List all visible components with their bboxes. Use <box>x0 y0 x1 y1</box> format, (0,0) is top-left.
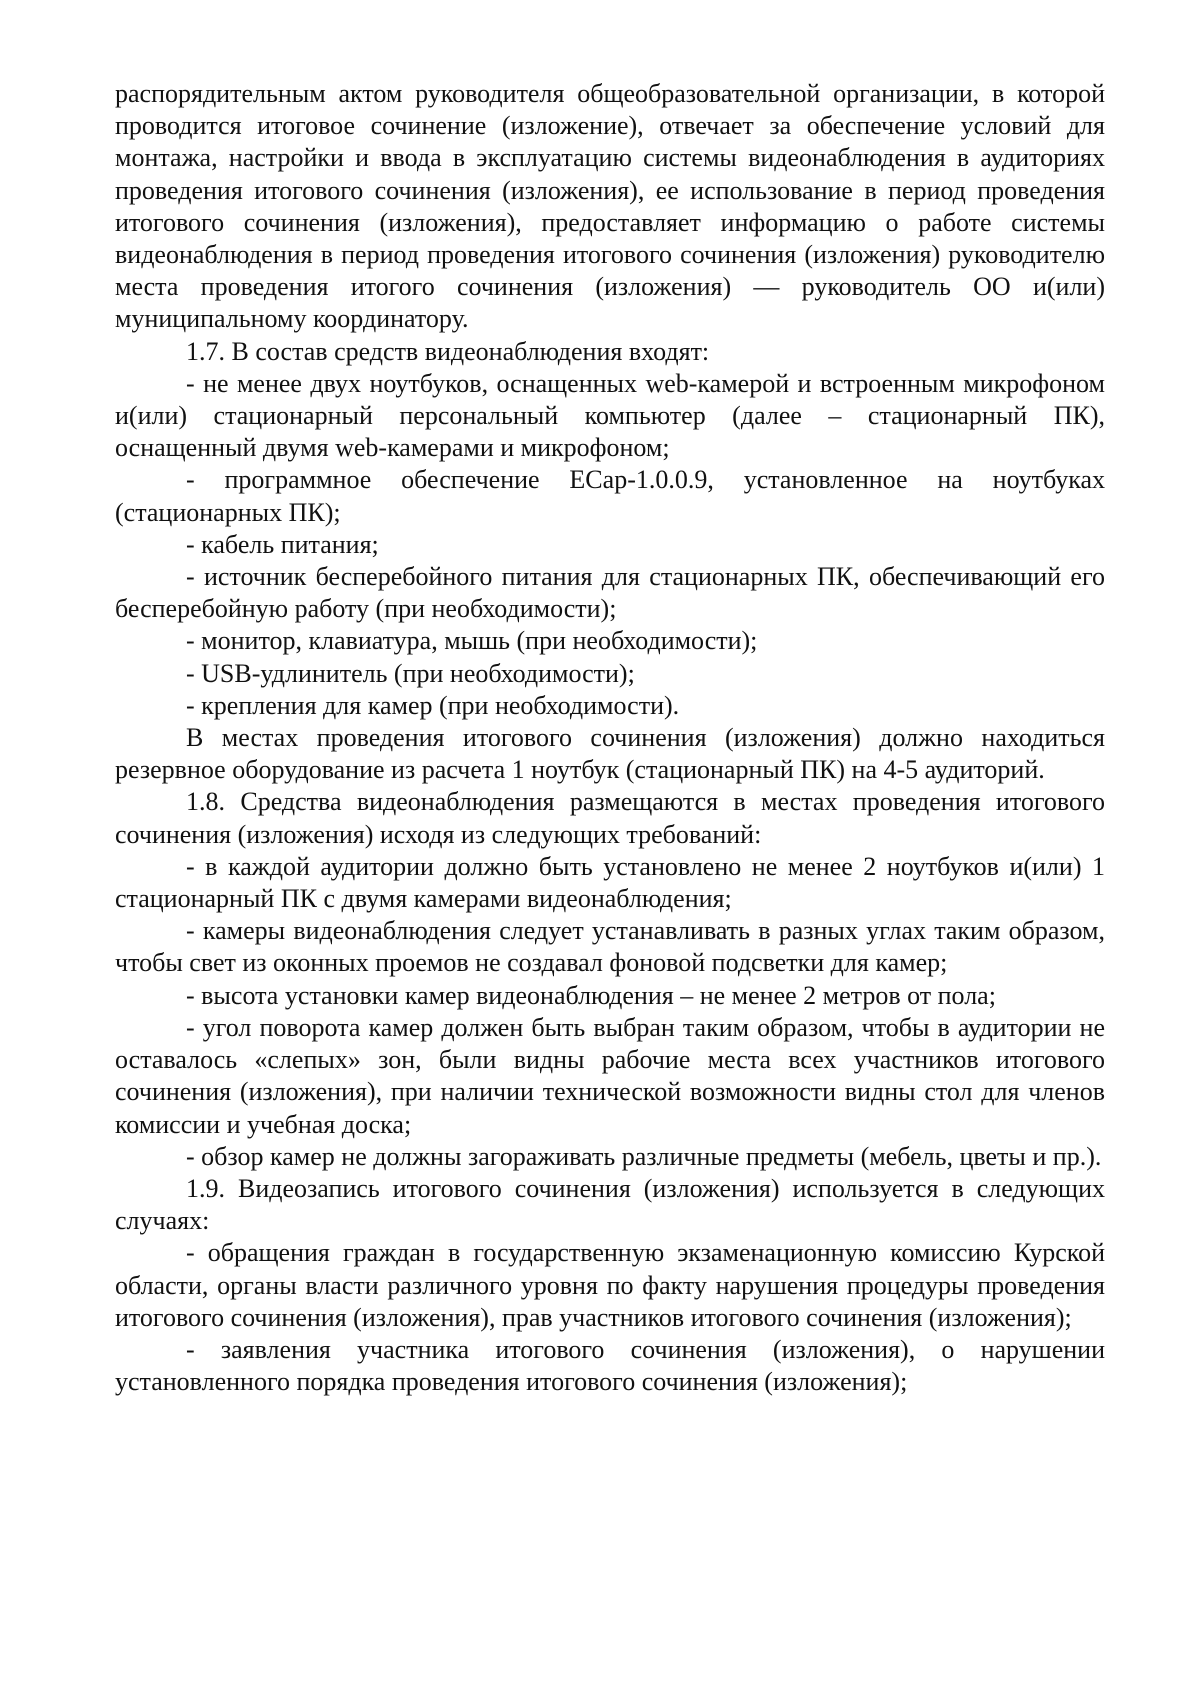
list-item-ups: - источник бесперебойного питания для стационарных ПК, обеспечивающий его бесперебойную работу (при необходимости); <box>115 562 1105 624</box>
paragraph-1-9-heading: 1.9. Видеозапись итогового сочинения (изложения) используется в следующих случаях: <box>115 1173 1105 1236</box>
document-page <box>115 78 1105 1398</box>
list-item-software: - программное обеспечение ECap-1.0.0.9, установленное на ноутбуках (стационарных ПК); <box>115 465 1105 527</box>
list-item-camera-height: - высота установки камер видеонаблюдения – не менее 2 метров от пола; <box>186 980 996 1010</box>
list-item-camera-corners: - камеры видеонаблюдения следует устанавливать в разных углах таким образом, чтобы свет из оконных проемов не создавал фоновой подсветки для камер; <box>115 916 1105 978</box>
list-item-participant-statement: - заявления участника итогового сочинения (изложения), о нарушении установленного порядка проведения итогового сочинения (изложения); <box>115 1334 1105 1397</box>
paragraph-1-7-heading: 1.7. В состав средств видеонаблюдения входят: <box>186 336 710 366</box>
list-item-camera-mounts: - крепления для камер (при необходимости). <box>186 690 680 720</box>
paragraph-1-8-heading: 1.8. Средства видеонаблюдения размещаются в местах проведения итогового сочинения (изложения) исходя из следующих требований: <box>115 787 1105 849</box>
list-item-peripherals: - монитор, клавиатура, мышь (при необходимости); <box>186 626 758 656</box>
list-item-citizen-appeals: - обращения граждан в государственную экзаменационную комиссию Курской области, органы власти различного уровня по факту нарушения процедуры проведения итогового сочинения (изложения), прав участников итогового сочинения (изложения); <box>115 1238 1105 1332</box>
list-item-per-room: - в каждой аудитории должно быть установлено не менее 2 ноутбуков и(или) 1 стационарный ПК с двумя камерами видеонаблюдения; <box>115 851 1105 914</box>
list-item-laptops: - не менее двух ноутбуков, оснащенных web-камерой и встроенным микрофоном и(или) стационарный персональный компьютер (далее – стационарный ПК), оснащенный двумя web-камерами и микрофоном; <box>115 368 1105 463</box>
paragraph-intro: распорядительным актом руководителя общеобразовательной организации, в которой проводится итоговое сочинение (изложение), отвечает за обеспечение условий для монтажа, настройки и ввода в эксплуатацию системы видеонаблюдения в аудиториях проведения итогового сочинения (изложения), ее использование в период проведения итогового сочинения (изложения), предоставляет информацию о работе системы видеонаблюдения в период проведения итогового сочинения (изложения) руководителю места проведения итогого сочинения (изложения) — руководитель ОО и(или) муниципальному координатору. <box>115 79 1105 334</box>
list-item-camera-view: - обзор камер не должны загораживать различные предметы (мебель, цветы и пр.). <box>186 1141 1102 1171</box>
paragraph-reserve-equipment: В местах проведения итогового сочинения (изложения) должно находиться резервное оборудование из расчета 1 ноутбук (стационарный ПК) на 4-5 аудиторий. <box>115 723 1105 785</box>
list-item-camera-angle: - угол поворота камер должен быть выбран таким образом, чтобы в аудитории не оставалось «слепых» зон, были видны рабочие места всех участников итогового сочинения (изложения), при наличии технической возможности видны стол для членов комиссии и учебная доска; <box>115 1012 1105 1139</box>
list-item-power-cable: - кабель питания; <box>186 529 379 559</box>
list-item-usb-extender: - USB-удлинитель (при необходимости); <box>186 658 635 688</box>
